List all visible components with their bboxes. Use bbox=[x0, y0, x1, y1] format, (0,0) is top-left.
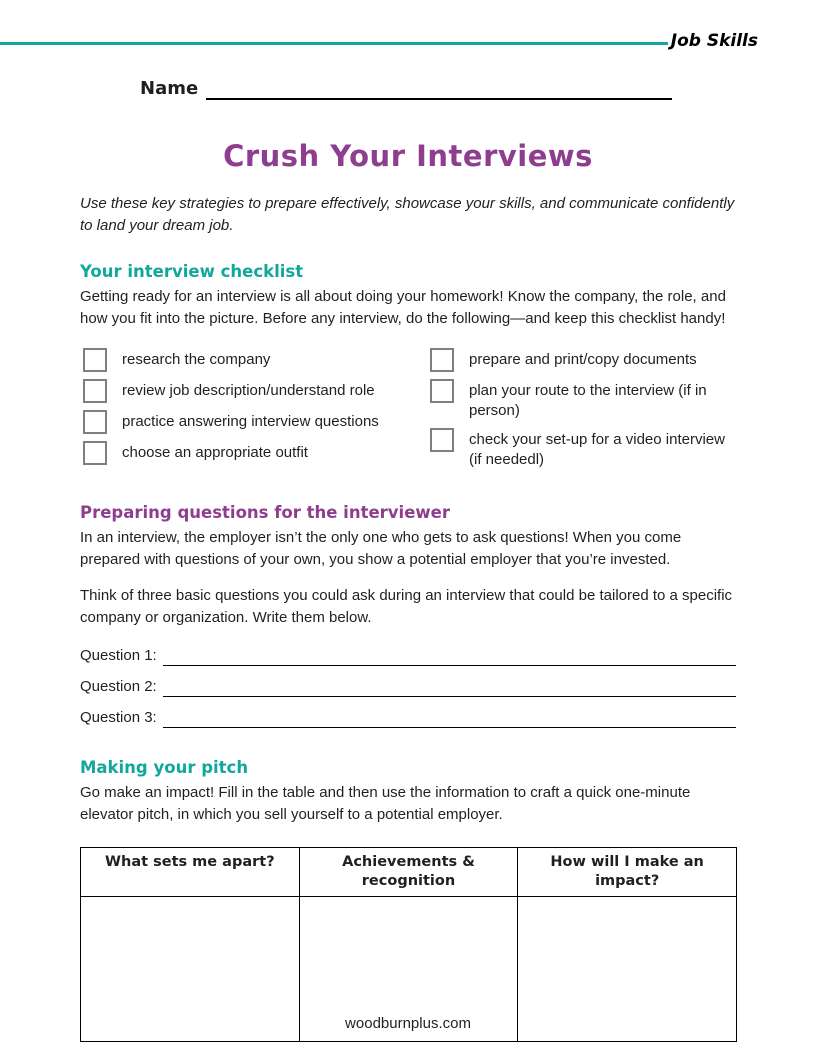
pitch-table-header-row bbox=[81, 848, 737, 897]
checklist-item bbox=[80, 348, 427, 372]
pitch-table bbox=[80, 847, 737, 1042]
question-input-line[interactable] bbox=[163, 647, 736, 666]
checklist-item-label: choose an appropriate outfit bbox=[122, 444, 308, 461]
checklist-body-text: Getting ready for an interview is all about doing your homework! Know the company, the role, and how you fit into the picture. Before any interview, do the following—and keep this checklist handy! bbox=[80, 288, 726, 327]
pitch-table-header: How will I make an impact? bbox=[518, 848, 737, 897]
footer-url: woodburnplus.com bbox=[345, 1015, 471, 1032]
pitch-table-header: Achievements & recognition bbox=[299, 848, 518, 897]
checklist-item bbox=[427, 379, 736, 421]
header-tag: Job Skills bbox=[670, 31, 758, 51]
question-label: Question 1: bbox=[80, 647, 157, 664]
checkbox[interactable] bbox=[430, 428, 454, 452]
interview-checklist bbox=[80, 348, 736, 477]
checklist-item-label: check your set-up for a video interview (if neededl) bbox=[469, 431, 725, 468]
checkbox[interactable] bbox=[430, 379, 454, 403]
name-input-line[interactable] bbox=[206, 78, 672, 100]
name-label: Name bbox=[140, 78, 199, 99]
question-input-line[interactable] bbox=[163, 709, 736, 728]
page-content bbox=[0, 78, 816, 1042]
pitch-table-header: What sets me apart? bbox=[81, 848, 300, 897]
question-row bbox=[80, 646, 736, 666]
page-title: Crush Your Interviews bbox=[223, 139, 593, 173]
questions-body-text-1: In an interview, the employer isn’t the only one who gets to ask questions! When you come prepared with questions of your own, you show a potential employer that you’re invested. bbox=[80, 529, 682, 568]
checkbox[interactable] bbox=[83, 441, 107, 465]
checklist-item-label: practice answering interview questions bbox=[122, 413, 379, 430]
checklist-item bbox=[80, 410, 427, 434]
checkbox[interactable] bbox=[430, 348, 454, 372]
checklist-item-label: prepare and print/copy documents bbox=[469, 351, 697, 368]
question-label: Question 3: bbox=[80, 709, 157, 726]
checklist-item bbox=[80, 441, 427, 465]
checklist-left-column bbox=[80, 348, 427, 477]
checklist-item bbox=[80, 379, 427, 403]
question-input-line[interactable] bbox=[163, 678, 736, 697]
section-heading-questions: Preparing questions for the interviewer bbox=[80, 503, 450, 522]
section-heading-pitch: Making your pitch bbox=[80, 758, 249, 777]
checklist-item-label: review job description/understand role bbox=[122, 382, 375, 399]
section-heading-checklist: Your interview checklist bbox=[80, 262, 304, 281]
question-row bbox=[80, 708, 736, 728]
checklist-item bbox=[427, 348, 736, 372]
questions-body-text-2: Think of three basic questions you could ask during an interview that could be tailored to a specific company or organization. Write them below. bbox=[80, 587, 733, 626]
intro-text: Use these key strategies to prepare effectively, showcase your skills, and communicate confidently to land your dream job. bbox=[80, 195, 735, 234]
checkbox[interactable] bbox=[83, 379, 107, 403]
checklist-item-label: plan your route to the interview (if in person) bbox=[469, 382, 707, 419]
header-rule bbox=[0, 42, 668, 45]
checkbox[interactable] bbox=[83, 348, 107, 372]
checklist-item bbox=[427, 428, 736, 470]
name-row bbox=[140, 78, 672, 100]
question-row bbox=[80, 677, 736, 697]
checklist-right-column bbox=[427, 348, 736, 477]
checkbox[interactable] bbox=[83, 410, 107, 434]
checklist-item-label: research the company bbox=[122, 351, 271, 368]
question-label: Question 2: bbox=[80, 678, 157, 695]
pitch-body-text: Go make an impact! Fill in the table and then use the information to craft a quick one-minute elevator pitch, in which you sell yourself to a potential employer. bbox=[80, 784, 691, 823]
